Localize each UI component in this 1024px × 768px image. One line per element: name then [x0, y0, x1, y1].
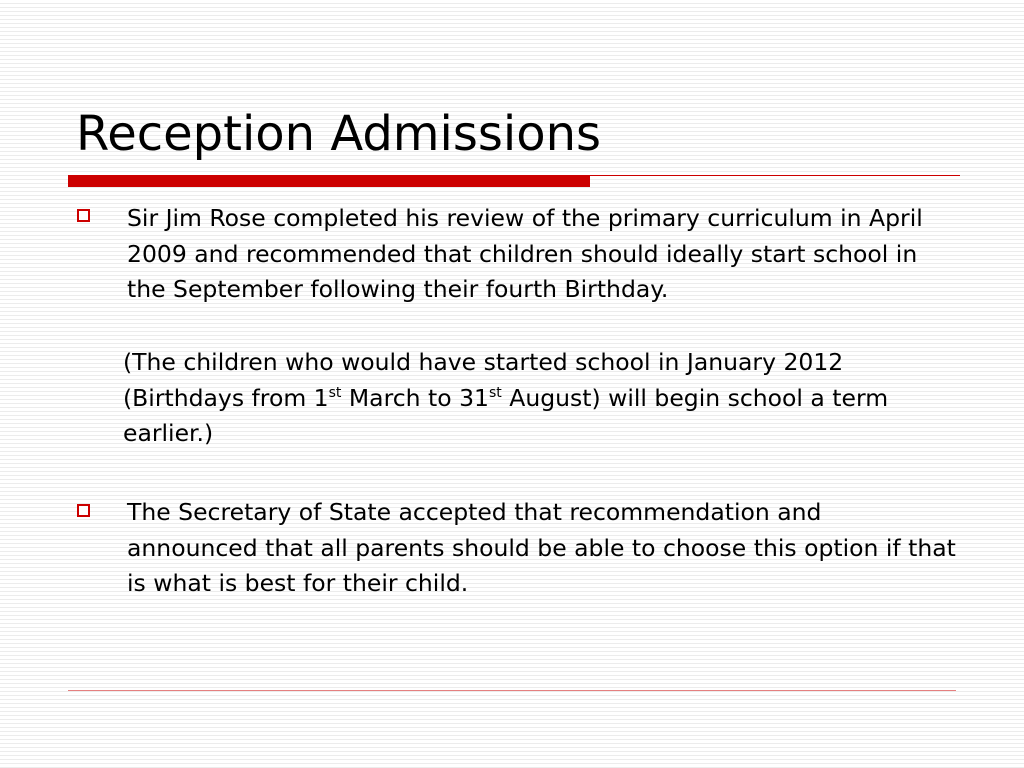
bullet-text-secretary-of-state: The Secretary of State accepted that recommendation and announced that all parents should be able to choose this option if that is what is best for their child. — [127, 498, 956, 597]
bullet-note-birthdays — [123, 345, 953, 452]
title-underline-thick — [68, 175, 590, 187]
hollow-square-bullet-icon — [77, 209, 90, 222]
note-ordinal-suffix-1: st — [328, 384, 342, 401]
note-ordinal-suffix-2: st — [488, 384, 502, 401]
hollow-square-bullet-icon — [77, 504, 90, 517]
note-text-part-1: (The children who would have started school in January 2012 (Birthdays from 1 — [123, 348, 844, 412]
note-text-part-3: August) will begin school a term earlier.) — [123, 383, 889, 447]
page-title: Reception Admissions — [76, 106, 602, 162]
note-text-part-2: March to 31 — [341, 383, 489, 412]
bullet-text-rose-review: Sir Jim Rose completed his review of the primary curriculum in April 2009 and recommended that children should ideally start school in the September following their fourth Birthday. — [127, 204, 923, 303]
footer-divider — [68, 690, 956, 691]
title-underline-thin — [590, 175, 960, 176]
